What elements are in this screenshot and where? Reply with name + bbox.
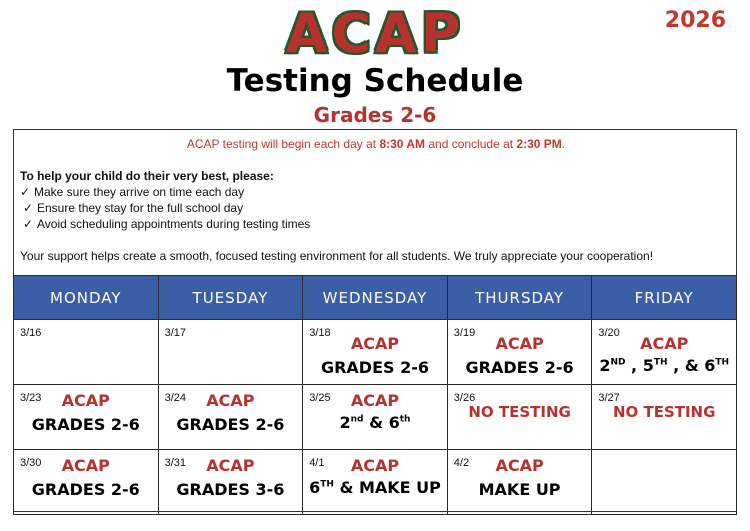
date-label: 3/27 — [598, 392, 620, 404]
acap-label: ACAP — [61, 456, 110, 475]
day-cell — [158, 385, 303, 450]
tip-item: ✓ Make sure they arrive on time each day — [20, 185, 245, 199]
header-monday: MONDAY — [14, 276, 159, 320]
schedule-calendar — [13, 275, 737, 515]
acap-label: ACAP — [206, 456, 255, 475]
day-cell-empty — [592, 450, 737, 515]
no-testing-label: NO TESTING — [612, 403, 716, 421]
acap-label: ACAP — [61, 391, 110, 410]
day-cell — [592, 320, 737, 385]
grades-label: 2ND , 5TH , & 6TH — [599, 356, 730, 375]
week-row — [14, 385, 737, 450]
grades-label: MAKE UP — [478, 480, 561, 499]
day-cell — [592, 385, 737, 450]
acap-label: ACAP — [206, 391, 255, 410]
date-label: 3/24 — [164, 392, 187, 404]
date-label: 3/17 — [164, 327, 187, 339]
checkmark-icon: ✓ — [23, 217, 34, 231]
date-label: 4/1 — [309, 457, 325, 469]
weekday-header-row — [14, 276, 737, 320]
date-label: 3/20 — [598, 327, 620, 339]
day-cell — [14, 450, 159, 515]
day-cell — [158, 320, 303, 385]
grades-label: 6TH & MAKE UP — [309, 478, 441, 497]
date-label: 3/30 — [20, 457, 42, 469]
day-cell — [14, 320, 159, 385]
day-cell — [447, 385, 592, 450]
acap-logo: ACAP — [285, 2, 465, 65]
date-label: 4/2 — [453, 457, 470, 469]
grades-label: GRADES 2-6 — [320, 358, 429, 377]
acap-label: ACAP — [350, 391, 400, 410]
day-cell — [158, 450, 303, 515]
support-message: Your support helps create a smooth, focused testing environment for all students. We truly appreciate your cooperation! — [20, 249, 654, 263]
no-testing-label: NO TESTING — [468, 403, 571, 421]
day-cell — [447, 320, 592, 385]
date-label: 3/26 — [453, 392, 476, 404]
date-label: 3/31 — [164, 457, 187, 469]
acap-label: ACAP — [350, 456, 400, 475]
tip-item: ✓ Ensure they stay for the full school day — [23, 201, 244, 215]
page-title: Testing Schedule — [226, 63, 524, 99]
grades-label: GRADES 2-6 — [31, 480, 140, 499]
grades-label: GRADES 2-6 — [176, 415, 285, 434]
checkmark-icon: ✓ — [20, 185, 31, 199]
acap-label: ACAP — [350, 334, 400, 353]
date-label: 3/23 — [20, 392, 42, 404]
day-cell — [303, 450, 448, 515]
header-friday: FRIDAY — [592, 276, 737, 320]
week-row — [14, 450, 737, 515]
grades-subtitle: Grades 2-6 — [313, 103, 437, 127]
acap-label: ACAP — [640, 334, 689, 353]
week-row — [14, 320, 737, 385]
day-cell — [303, 320, 448, 385]
grades-label: GRADES 2-6 — [465, 358, 574, 377]
header-wednesday: WEDNESDAY — [303, 276, 448, 320]
tip-item: ✓ Avoid scheduling appointments during testing times — [23, 217, 311, 231]
date-label: 3/16 — [20, 327, 42, 339]
acap-label: ACAP — [495, 456, 544, 475]
header-thursday: THURSDAY — [447, 276, 592, 320]
day-cell — [303, 385, 448, 450]
day-cell — [447, 450, 592, 515]
checkmark-icon: ✓ — [23, 201, 34, 215]
info-section — [20, 136, 732, 264]
year-label: 2026 — [664, 8, 726, 33]
header-tuesday: TUESDAY — [158, 276, 303, 320]
date-label: 3/18 — [309, 327, 331, 339]
grades-label: GRADES 3-6 — [176, 480, 285, 499]
testing-hours: ACAP testing will begin each day at 8:30 AM and conclude at 2:30 PM. — [186, 137, 566, 151]
date-label: 3/25 — [309, 392, 331, 404]
grades-label: GRADES 2-6 — [31, 415, 140, 434]
help-heading: To help your child do their very best, please: — [20, 169, 274, 183]
grades-label: 2nd & 6th — [339, 413, 411, 432]
acap-label: ACAP — [495, 334, 544, 353]
date-label: 3/19 — [453, 327, 476, 339]
day-cell — [14, 385, 159, 450]
